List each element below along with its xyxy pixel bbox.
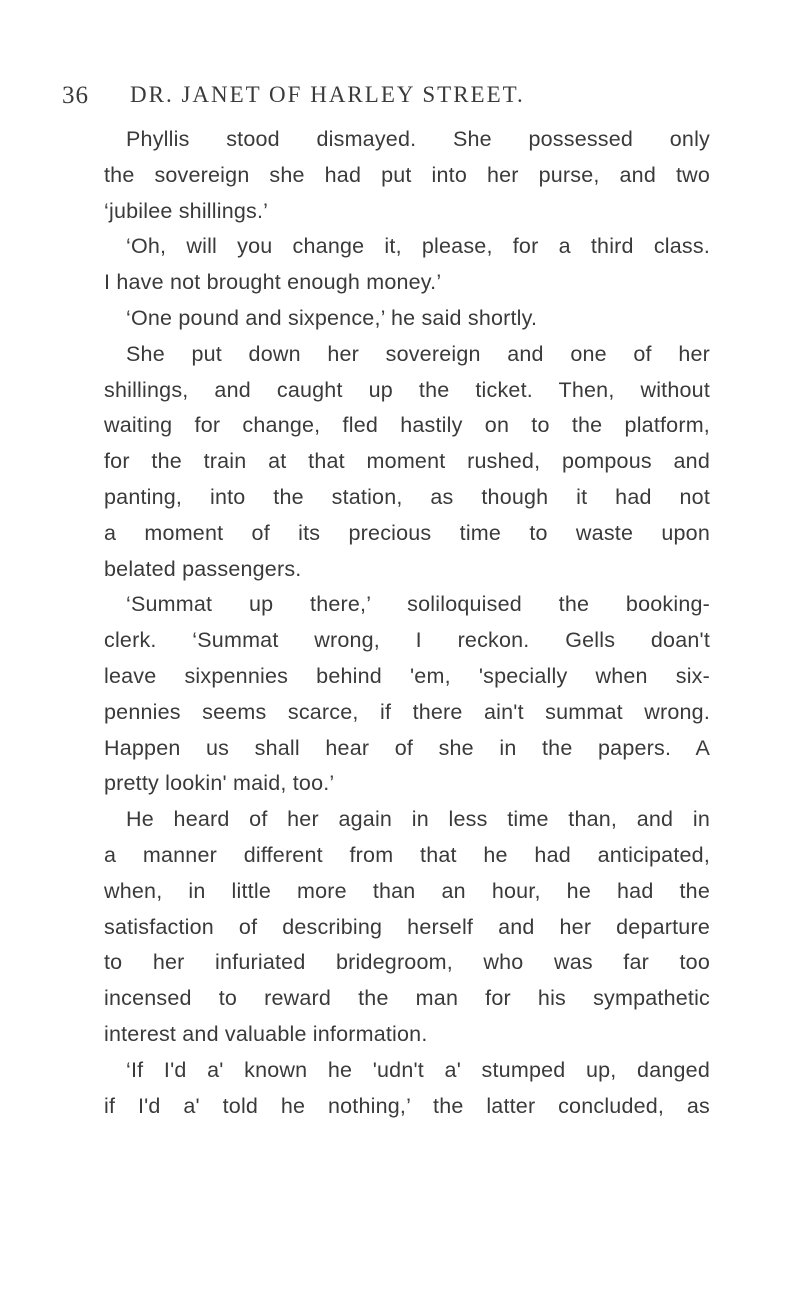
page-header [62, 78, 712, 118]
text-line: pretty lookin' maid, too.’ [104, 771, 335, 796]
text-line: Phyllis stood dismayed. She possessed only [126, 127, 710, 151]
text-line: satisfaction of describing herself and her departure [104, 914, 710, 939]
text-line: panting, into the station, as though it had not [104, 484, 710, 509]
text-line: She put down her sovereign and one of her [126, 341, 710, 366]
text-line: incensed to reward the man for his sympathetic [104, 986, 710, 1011]
text-line: belated passengers. [104, 556, 302, 581]
text-line: if I'd a' told he nothing,’ the latter concluded, as [104, 1093, 710, 1118]
page-number: 36 [62, 82, 89, 109]
text-line: He heard of her again in less time than, and in [126, 807, 710, 832]
text-line: a moment of its precious time to waste upon [104, 520, 710, 545]
text-line: for the train at that moment rushed, pompous and [104, 449, 710, 474]
text-line: ‘If I'd a' known he 'udn't a' stumped up, danged [126, 1057, 710, 1082]
text-line: leave sixpennies behind 'em, 'specially when six- [104, 663, 710, 688]
text-line: a manner different from that he had anticipated, [104, 842, 710, 867]
text-line: ‘One pound and sixpence,’ he said shortly. [126, 305, 538, 330]
text-line: pennies seems scarce, if there ain't summat wrong. [104, 699, 710, 724]
text-line: the sovereign she had put into her purse, and two [104, 162, 710, 187]
text-line: I have not brought enough money.’ [104, 270, 442, 295]
text-line: clerk. ‘Summat wrong, I reckon. Gells doan't [104, 628, 710, 653]
running-title: DR. JANET OF HARLEY STREET. [130, 82, 525, 107]
text-line: ‘jubilee shillings.’ [104, 198, 269, 223]
text-line: Happen us shall hear of she in the papers. A [104, 735, 710, 760]
text-line: interest and valuable information. [104, 1021, 428, 1046]
text-line: shillings, and caught up the ticket. Then, without [104, 377, 710, 402]
text-line: ‘Summat up there,’ soliloquised the booking- [126, 592, 710, 617]
body-text [104, 122, 710, 1124]
text-line: ‘Oh, will you change it, please, for a third class. [126, 234, 710, 259]
text-line: to her infuriated bridegroom, who was far too [104, 950, 710, 975]
text-line: when, in little more than an hour, he had the [104, 878, 710, 903]
text-line: waiting for change, fled hastily on to the platform, [104, 413, 710, 438]
